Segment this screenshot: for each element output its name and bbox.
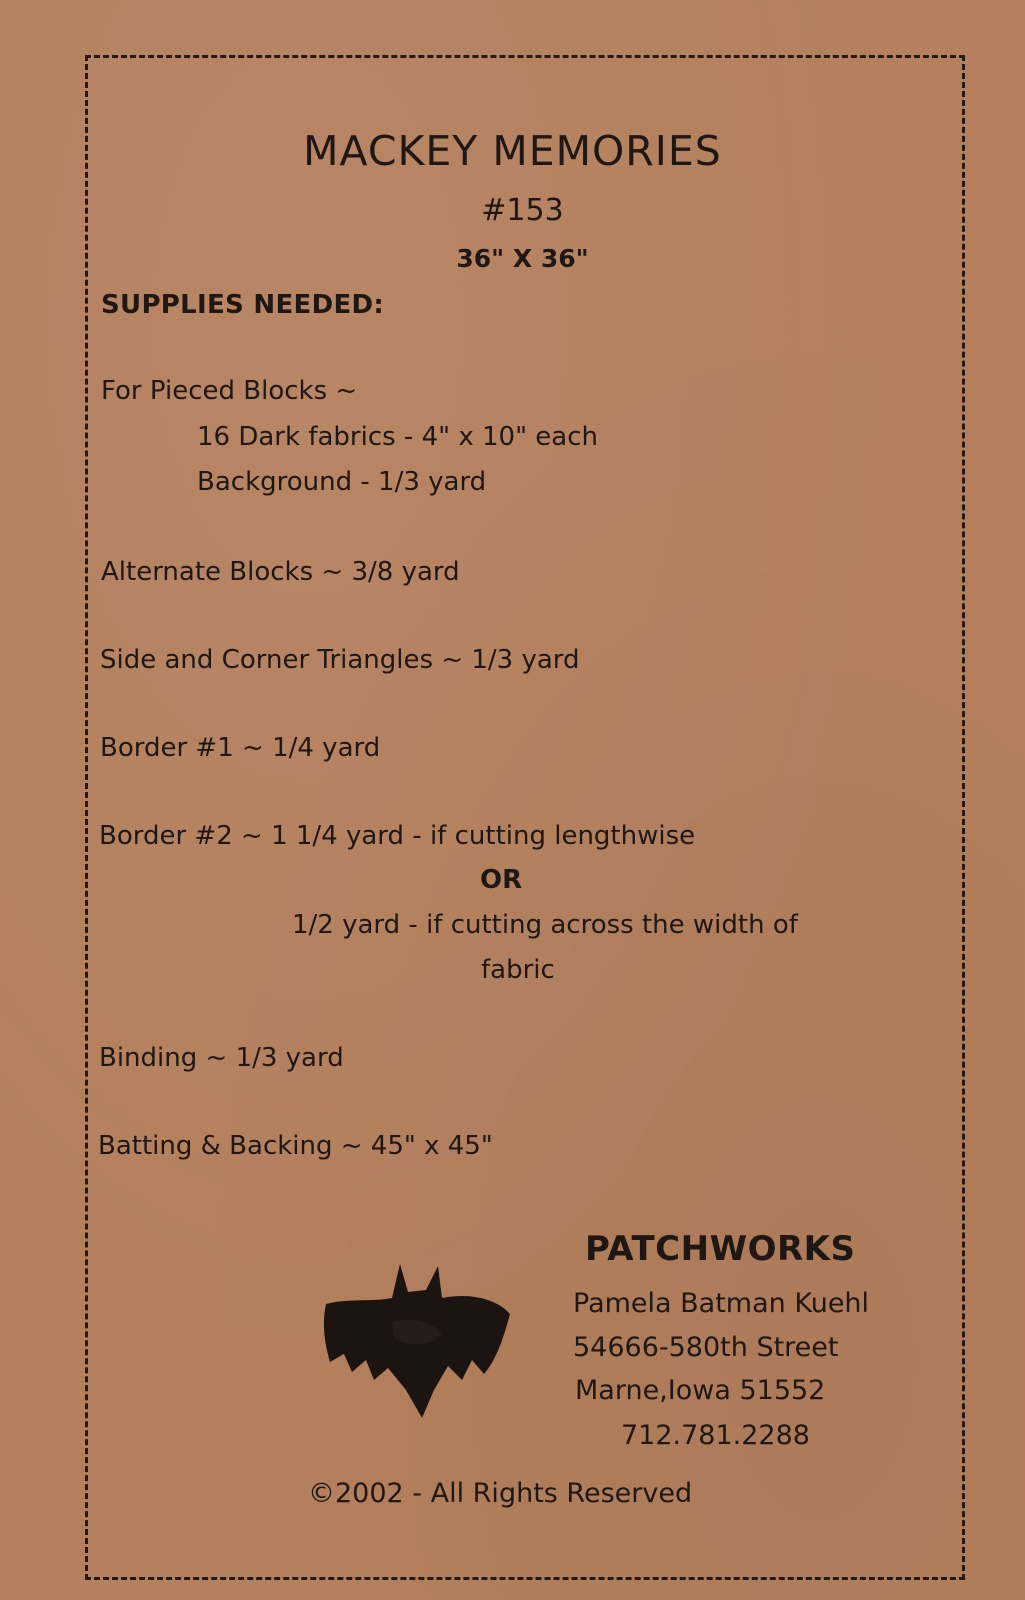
batting-backing-line: Batting & Backing ~ 45" x 45" (98, 1131, 493, 1161)
border2-alt-line: 1/2 yard - if cutting across the width of (292, 910, 798, 940)
border2-alt-line-cont: fabric (481, 955, 555, 985)
border2-or: OR (480, 865, 523, 895)
dark-fabrics-line: 16 Dark fabrics - 4" x 10" each (197, 422, 598, 452)
phone-number: 712.781.2288 (621, 1420, 810, 1451)
city-state-zip: Marne,Iowa 51552 (575, 1375, 826, 1406)
pattern-number: #153 (481, 193, 564, 228)
background-line: Background - 1/3 yard (197, 467, 487, 497)
designer-name: Pamela Batman Kuehl (573, 1288, 870, 1319)
alternate-blocks-line: Alternate Blocks ~ 3/8 yard (101, 557, 460, 587)
copyright: ©2002 - All Rights Reserved (308, 1478, 693, 1509)
supplies-heading: SUPPLIES NEEDED: (101, 290, 385, 320)
border2-line: Border #2 ~ 1 1/4 yard - if cutting lengthwise (99, 821, 696, 851)
street-address: 54666-580th Street (573, 1332, 839, 1363)
pieced-blocks-label: For Pieced Blocks ~ (101, 376, 358, 406)
border1-line: Border #1 ~ 1/4 yard (100, 733, 381, 763)
triangles-line: Side and Corner Triangles ~ 1/3 yard (100, 645, 580, 675)
binding-line: Binding ~ 1/3 yard (99, 1043, 344, 1073)
quilt-size: 36" X 36" (456, 244, 589, 273)
bat-icon (322, 1262, 510, 1418)
company-name: PATCHWORKS (585, 1229, 856, 1269)
pattern-title: MACKEY MEMORIES (303, 127, 722, 175)
